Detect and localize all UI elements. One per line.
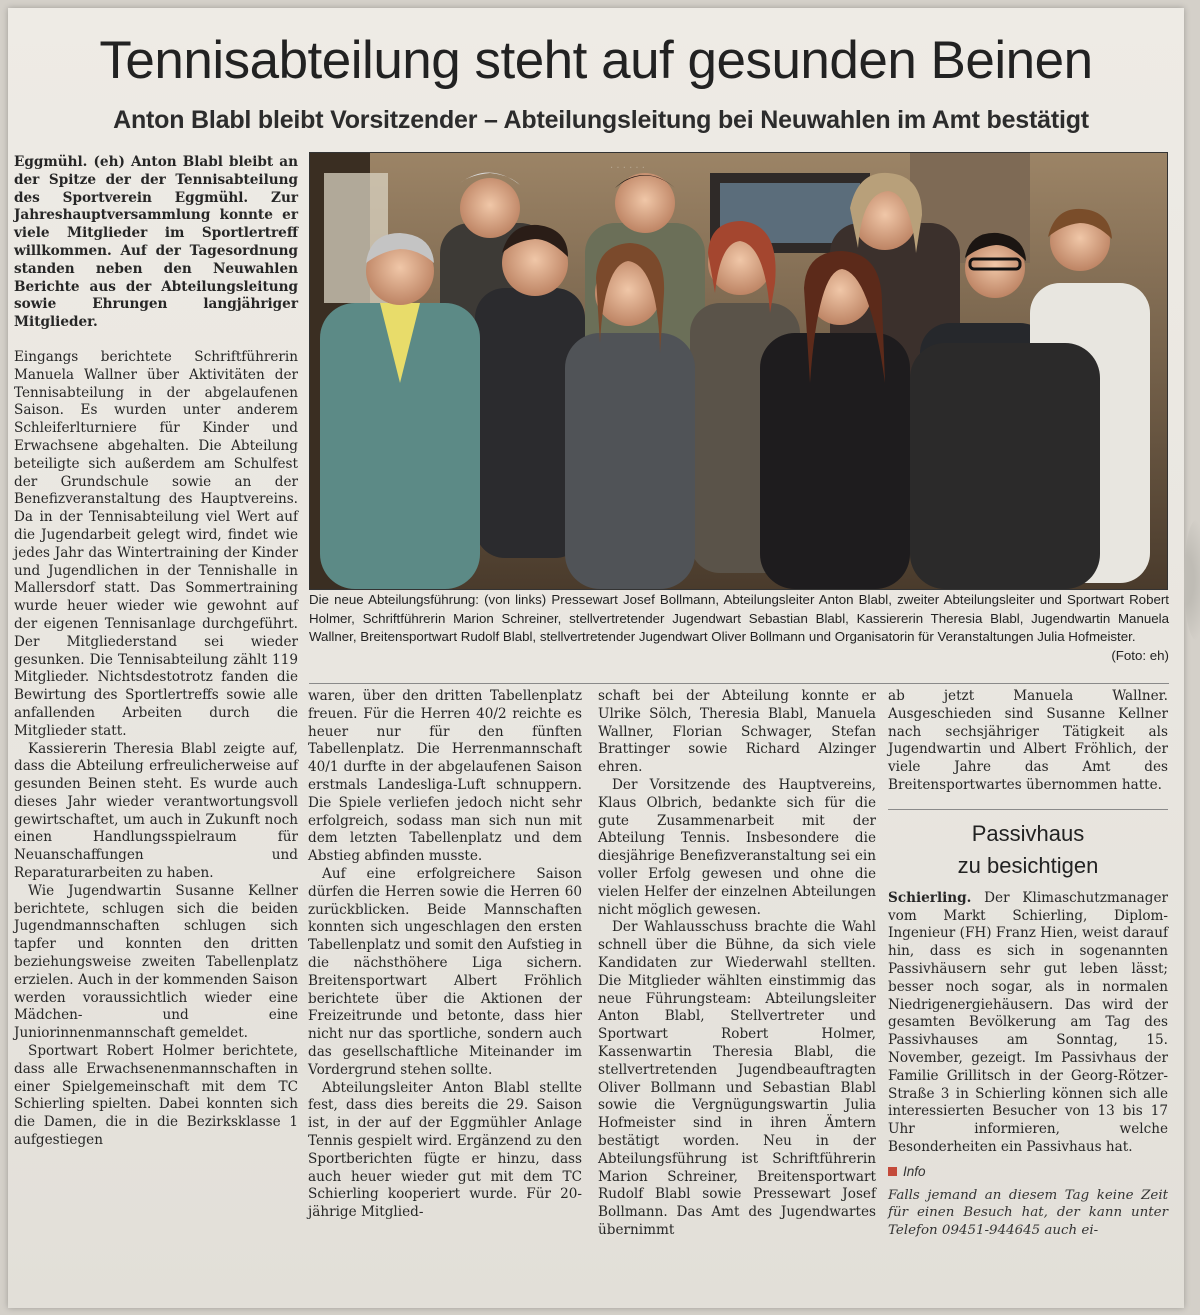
passivhaus-box [888,818,1168,1240]
paragraph: Auf eine erfolgreichere Saison dürfen die Herren sowie die Herren 60 zurückblicken. Beide Mannschaften konnten sich ungeschlagen den ersten Tabellenplatz und somit den Aufstieg in die nächsthöhere Liga sichern. Breitensportwart Albert Fröhlich berichtete über die Aktionen der Freizeitrunde und betonte, dass hier nicht nur das sportliche, sondern auch das gesellschaftliche Miteinander im Vordergrund stehen sollte. [308,865,582,1078]
box-title-line-1: Passivhaus [971,820,1085,846]
caption-divider [309,683,1169,684]
photo-caption [309,591,1169,665]
info-note: Falls jemand an diesem Tag keine Zeit für einen Besuch hat, der kann unter Telefon 09451-944645 auch ei- [888,1187,1168,1239]
box-body: Der Klimaschutzmanager vom Markt Schierling, Diplom-Ingenieur (FH) Franz Hien, weist darauf hin, dass es sich in sogenannten Passivhäusern sehr gut leben lässt; besser noch sogar, als in normalen Niedrigenergiehäusern. Das wird der gesamten Bevölkerung am Tag des Passivhauses am Sonntag, 15. November, gezeigt. Im Passivhaus der Familie Grillitsch in der Georg-Rötzer-Straße 3 in Schierling können sich alle interessierten Besucher von 13 bis 17 Uhr informieren, welche Besonderheiten ein Passivhaus hat. [888,889,1169,1155]
headline: Tennisabteilung steht auf gesunden Beinen [99,31,1093,90]
article-column-3 [598,688,876,1240]
article-column-1 [14,154,298,1150]
box-divider [888,809,1168,810]
info-label [888,1163,1168,1181]
article-column-4 [888,688,1168,1240]
lead-paragraph: Eggmühl. (eh) Anton Blabl bleibt an der Spitze der der Tennisabteilung des Sportverein Eggmühl. Zur Jahreshauptversammlung konnte er viele Mitglieder im Sportlertreff willkommen. Auf der Tagesordnung standen neben den Neuwahlen Berichte aus der Abteilungsleitung sowie Ehrungen langjähriger Mitglieder. [14,154,298,331]
paragraph: ab jetzt Manuela Wallner. Ausgeschieden sind Susanne Kellner nach sechsjähriger Tätigkeit als Jugendwartin und Albert Fröhlich, der viele Jahre das Amt des Breitensportwartes übernommen hatte. [888,688,1168,793]
subheadline: Anton Blabl bleibt Vorsitzender – Abteilungsleitung bei Neuwahlen im Amt bestätigt [113,106,1089,134]
paragraph: Kassiererin Theresia Blabl zeigte auf, dass die Abteilung erfreulicherweise auf gesunden Beinen steht. Es wurde auch dieses Jahr wieder verantwortungsvoll gewirtschaftet, um auch in Zukunft noch einen Handlungsspielraum für Neuanschaffungen und Reparaturarbeiten zu haben. [14,740,298,882]
paragraph: Der Vorsitzende des Hauptvereins, Klaus Olbrich, bedankte sich für die gute Zusammenarbeit mit der Abteilung Tennis. Insbesondere die diesjährige Benefizveranstaltung sei ein voller Erfolg gewesen und ohne die vielen Helfer der einzelnen Abteilungen nicht möglich gewesen. [598,776,876,918]
svg-text:· · · · · ·: · · · · · · [610,163,645,174]
info-label-text: Info [903,1163,926,1179]
paragraph: Eingangs berichtete Schriftführerin Manuela Wallner über Aktivitäten der Tennisabteilung in der abgelaufenen Saison. Es wurden unter anderem Schleiferlturniere für Kinder und Erwachsene abgehalten. Die Abteilung beteiligte sich außerdem am Schulfest der Grundschule sowie an der Benefizveranstaltung des Hauptvereins. Da in der Tennisabteilung viel Wert auf die Jugendarbeit gelegt wird, findet wie jedes Jahr das Wintertraining der Kinder und Jugendlichen in der Tennishalle in Mallersdorf statt. Das Sommertraining wurde heuer wieder wie gewohnt auf der eigenen Tennisanlage durchgeführt. Der Mitgliederstand sei wieder gesunken. Die Tennisabteilung zählt 119 Mitglieder. Nichtsdestotrotz fanden die Bewirtung des Sportlertreffs sowie alle anfallenden Arbeiten durch die Mitglieder statt. [14,348,298,739]
box-title-line-2: zu besichtigen [957,852,1099,878]
caption-text: Die neue Abteilungsführung: (von links) Pressewart Josef Bollmann, Abteilungsleiter Anton Blabl, zweiter Abteilungsleiter und Sportwart Robert Holmer, Schriftführerin Marion Schreiner, stellvertretender Jugendwart Sebastian Blabl, Kassiererin Theresia Blabl, Jugendwartin Manuela Wallner, Breitensportwart Rudolf Blabl, stellvertretender Jugendwart Oliver Bollmann und Organisatorin für Veranstaltungen Julia Hofmeister. [309,592,1169,644]
paragraph: Der Wahlausschuss brachte die Wahl schnell über die Bühne, da sich viele Kandidaten zur Wiederwahl stellten. Die Mitglieder wählten einstimmig das neue Führungsteam: Abteilungsleiter Anton Blabl, Stellvertreter und Sportwart Robert Holmer, Kassenwartin Theresia Blabl, die stellvertretenden Jugendbeauftragten Oliver Bollmann und Sebastian Blabl sowie die Vergnügungswartin Julia Hofmeister sind in ihren Ämtern bestätigt worden. Neu in der Abteilungsführung ist Schriftführerin Marion Schreiner, Breitensportwart Rudolf Blabl sowie Pressewart Josef Bollmann. Das Amt des Jugendwartes übernimmt [598,919,876,1238]
paragraph: schaft bei der Abteilung konnte er Ulrike Sölch, Theresia Blabl, Manuela Wallner, Florian Schwager, Stefan Brattinger sowie Richard Alzinger ehren. [598,688,876,776]
paragraph: Abteilungsleiter Anton Blabl stellte fest, dass dies bereits die 29. Saison ist, in der auf der Eggmühler Anlage Tennis gespielt wird. Ergänzend zu den Sportberichten fügte er hinzu, dass auch heuer wieder gut mit dem TC Schierling kooperiert wurde. Für 20-jährige Mitglied- [308,1079,582,1221]
box-lead-place: Schierling. [888,889,972,906]
group-photo-image [310,153,1167,589]
info-square-icon [888,1167,897,1176]
group-photo [309,152,1168,590]
article-column-2 [308,688,582,1222]
page-edge-shadow [1184,520,1200,640]
paragraph: Wie Jugendwartin Susanne Kellner berichtete, schlugen sich die beiden Jugendmannschaften schlugen sich tapfer und konnten den dritten beziehungsweise zweiten Tabellenplatz erzielen. Auch in der kommenden Saison werden voraussichtlich wieder eine Mädchen- und eine Juniorinnenmannschaft gemeldet. [14,882,298,1042]
paragraph: Sportwart Robert Holmer berichtete, dass alle Erwachsenenmannschaften in einer Spielgemeinschaft mit dem TC Schierling spielten. Dabei konnten sich die Damen, die in die Bezirksklasse 1 aufgestiegen [14,1043,298,1149]
box-title [888,818,1168,882]
newspaper-page [8,8,1184,1308]
photo-credit: (Foto: eh) [1111,647,1169,663]
paragraph: waren, über den dritten Tabellenplatz freuen. Für die Herren 40/2 reichte es heuer nur für den fünften Tabellenplatz. Die Herrenmannschaft 40/1 durfte in der abgelaufenen Saison erstmals Landesliga-Luft schnuppern. Die Spiele verliefen jedoch nicht sehr erfolgreich, sodass man sich nun mit dem letzten Tabellenplatz und dem Abstieg abfinden musste. [308,688,582,865]
